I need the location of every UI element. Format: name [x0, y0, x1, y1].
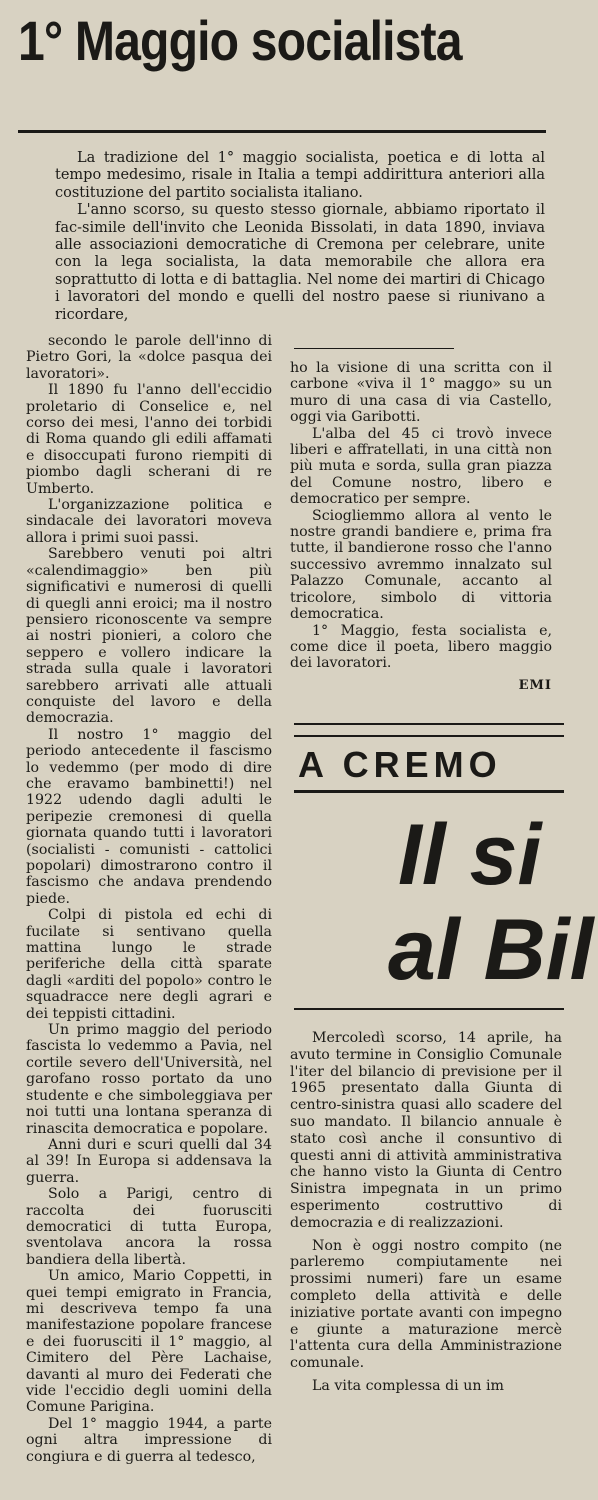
paragraph: L'organizzazione politica e sindacale dei lavoratori moveva allora i primi suoi passi. — [26, 497, 272, 546]
column-separator — [294, 348, 454, 349]
paragraph: La vita complessa di un im — [312, 1377, 505, 1394]
paragraph: Un primo maggio del periodo fascista lo vedemmo a Pavia, nel cortile severo dell'Università, nel garofano rosso portato da uno studente e che simboleggiava per noi tutti una lontana speranza di rinascita democratica e popolare. — [26, 1022, 272, 1137]
right-column — [290, 360, 552, 694]
paragraph: Non è oggi nostro compito (ne parleremo compiutamente nei prossimi numeri) fare un esame completo della attività e delle iniziative portate avanti con impegno e giunte a maturazione mercè l'attenta cura della Amministrazione comunale. — [290, 1237, 562, 1372]
second-article-headline-line2: al Bil — [388, 902, 594, 998]
section-rule — [294, 723, 564, 725]
article-headline: 1° Maggio socialista — [18, 9, 462, 72]
lead-paragraph: La tradizione del 1° maggio socialista, poetica e di lotta al tempo medesimo, risale in Italia a tempi addirittura anteriori alla costituzione del partito socialista italiano. — [55, 150, 545, 201]
paragraph: Sarebbero venuti poi altri «calendimaggio» ben più significativi e numerosi di quelli di quegli anni eroici; ma il nostro pensiero riconoscente va sempre ai nostri pionieri, a coloro che seppero e vollero indicare la strada sulla quale i lavoratori sarebbero arrivati alle attuali conquiste del lavoro e della democrazia. — [26, 546, 272, 727]
kicker-rule — [294, 790, 564, 793]
lead-paragraph: L'anno scorso, su questo stesso giornale, abbiamo riportato il fac-simile dell'invito che Leonida Bissolati, in data 1890, inviava alle associazioni democratiche di Cremona per celebrare, unite con la lega socialista, la data memorabile che allora era soprattutto di lotta e di battaglia. Nel nome dei martiri di Chicago i lavoratori del mondo e quelli del nostro paese si riunivano a ricordare, — [55, 202, 545, 323]
paragraph: secondo le parole dell'inno di Pietro Gori, la «dolce pasqua dei lavoratori». — [26, 333, 272, 382]
headline-bottom-rule — [294, 1008, 564, 1010]
paragraph: Il 1890 fu l'anno dell'eccidio proletario di Conselice e, nel corso dei mesi, l'anno dei torbidi di Roma quando gli edili affamati e disoccupati furono riempiti di piombo dagli scherani di re Umberto. — [26, 382, 272, 497]
paragraph: Solo a Parigi, centro di raccolta dei fuorusciti democratici di tutta Europa, sventolava ancora la rossa bandiera della libertà. — [26, 1186, 272, 1268]
left-column — [26, 333, 272, 1465]
second-article-body — [290, 1030, 564, 1490]
paragraph: Anni duri e scuri quelli dal 34 al 39! In Europa si addensava la guerra. — [26, 1136, 272, 1186]
section-rule — [294, 735, 564, 737]
paragraph: L'alba del 45 ci trovò invece liberi e affratellati, in una città non più muta e sorda, sulla gran piazza del Comune nostro, libero e democratico per sempre. — [290, 425, 552, 508]
paragraph: 1° Maggio, festa socialista e, come dice il poeta, libero maggio dei lavoratori. — [290, 622, 552, 672]
lead-paragraphs — [55, 150, 545, 324]
author-signature: EMI — [518, 677, 552, 693]
paragraph: Sciogliemmo allora al vento le nostre grandi bandiere e, prima fra tutte, il bandierone rosso che l'anno successivo avremmo innalzato sul Palazzo Comunale, accanto al tricolore, simbolo di vittoria democratica. — [290, 507, 552, 623]
paragraph: Del 1° maggio 1944, a parte ogni altra impressione di congiura e di guerra al tedesco, — [26, 1415, 272, 1465]
paragraph: Mercoledì scorso, 14 aprile, ha avuto termine in Consiglio Comunale l'iter del bilancio di previsione per il 1965 presentato dalla Giunta di centro-sinistra quasi allo scadere del suo mandato. Il bilancio annuale è stato così anche il consuntivo di questi anni di attività amministrativa che hanno visto la Giunta di Centro Sinistra impegnata in un primo esperimento costruttivo di democrazia e di realizzazioni. — [290, 1030, 562, 1231]
paragraph: Il nostro 1° maggio del periodo antecedente il fascismo lo vedemmo (per modo di dire che eravamo bambinetti!) nel 1922 udendo dagli adulti le peripezie cremonesi di quella giornata quando tutti i lavoratori (socialisti - comunisti - cattolici popolari) dimostrarono contro il fascismo che andava prendendo piede. — [26, 726, 272, 907]
headline-rule — [18, 130, 546, 133]
second-article-headline-line1: Il si — [398, 807, 542, 903]
paragraph: ho la visione di una scritta con il carbone «viva il 1° maggo» su un muro di una casa di via Castello, oggi via Garibotti. — [290, 360, 552, 426]
second-article-kicker: A CREMO — [298, 744, 502, 785]
paragraph: Colpi di pistola ed echi di fucilate si sentivano quella mattina lungo le strade periferiche della città sparate dagli «arditi del popolo» contro le squadracce nere degli agrari e dei teppisti cittadini. — [26, 907, 272, 1022]
paragraph: Un amico, Mario Coppetti, in quei tempi emigrato in Francia, mi descriveva tempo fa una manifestazione popolare francese e dei fuorusciti il 1° maggio, al Cimitero del Père Lachaise, davanti al muro dei Federati che vide l'eccidio degli uomini della Comune Parigina. — [26, 1268, 272, 1416]
